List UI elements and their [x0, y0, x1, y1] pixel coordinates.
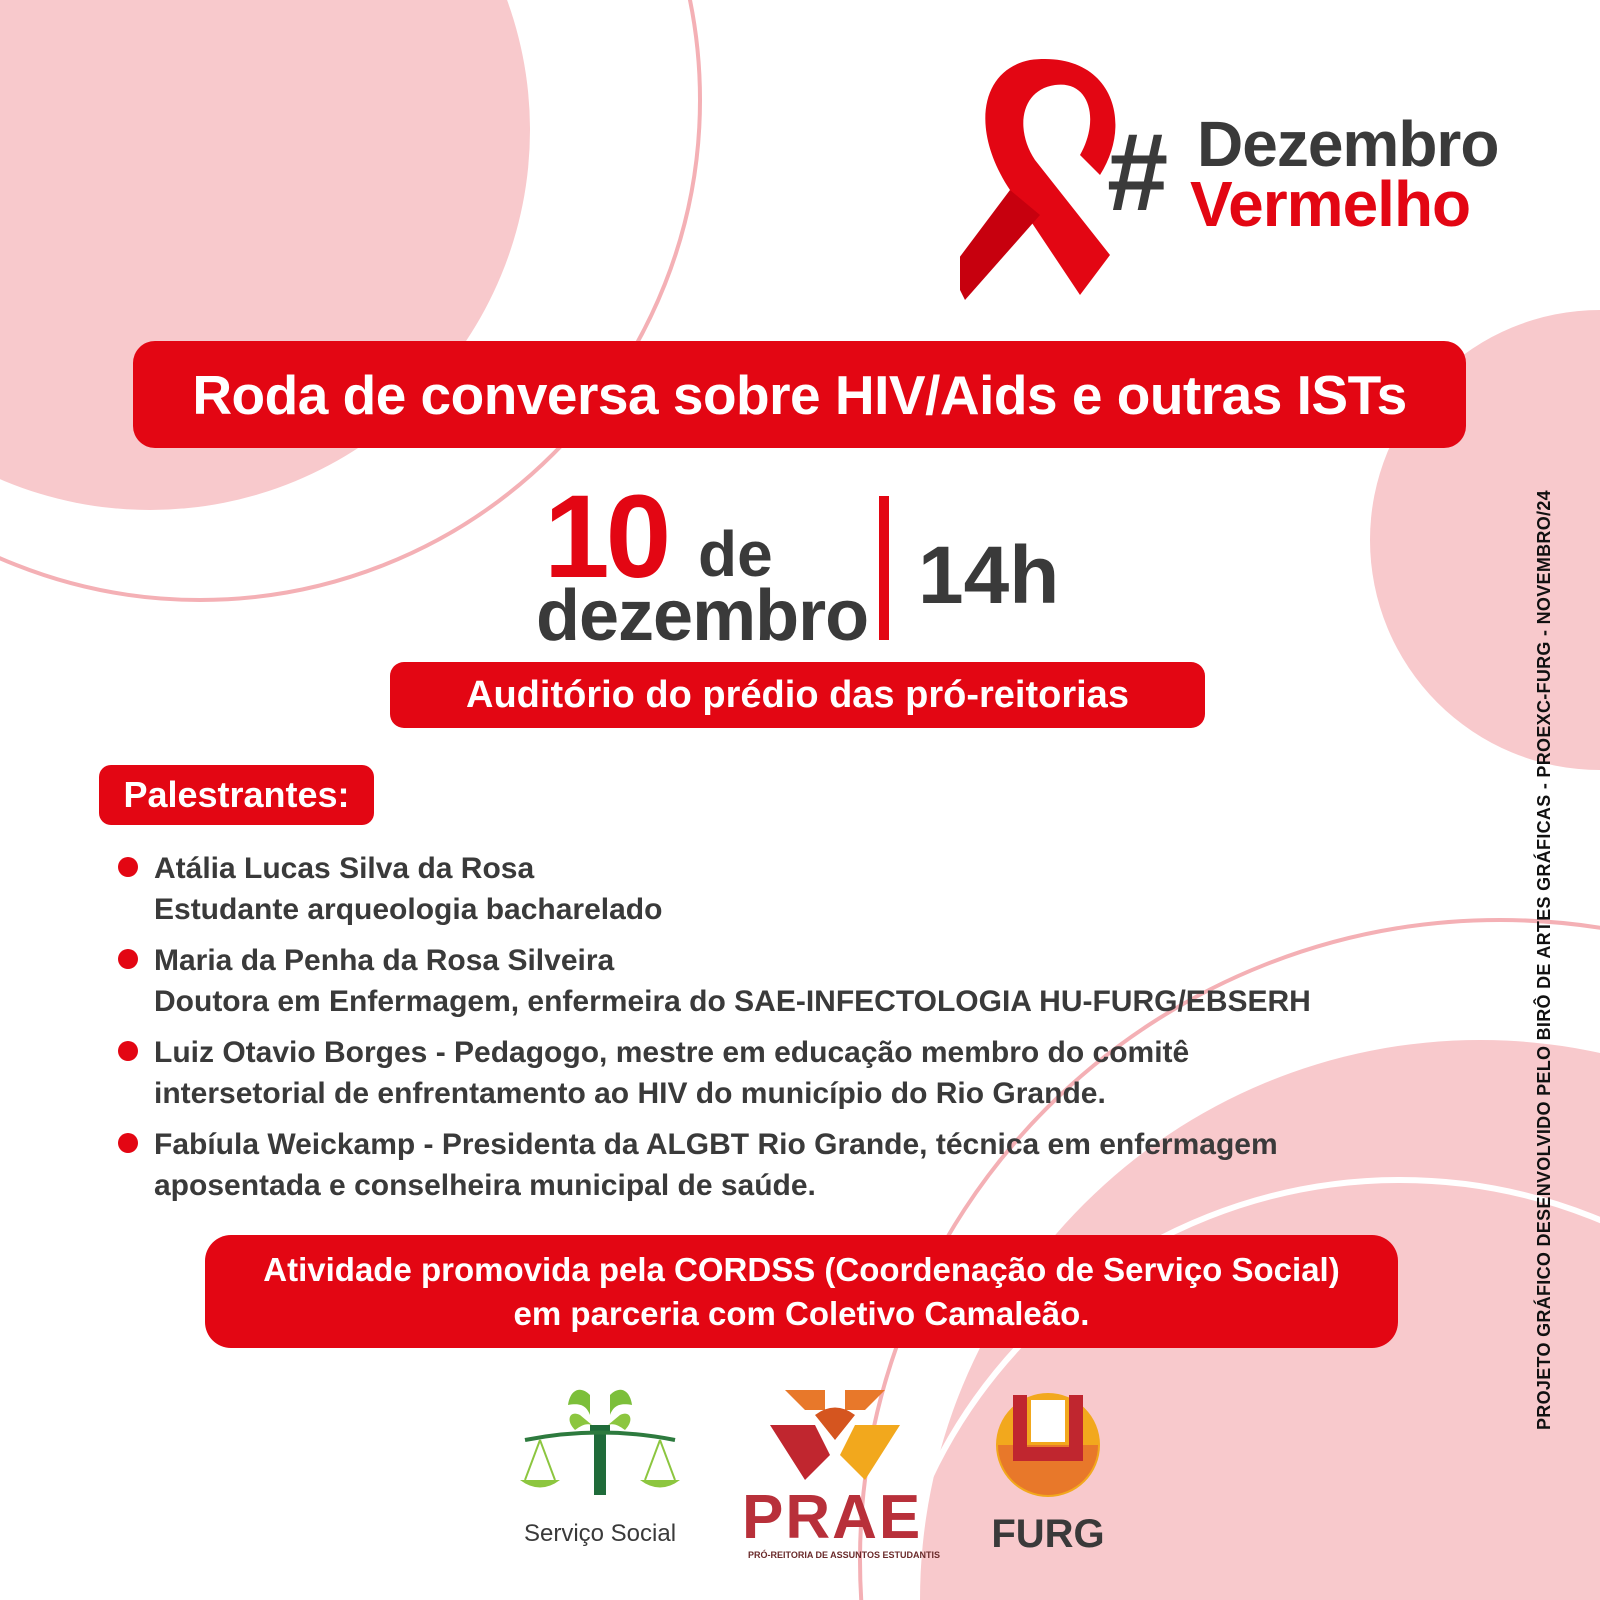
speaker-list — [118, 848, 1418, 1216]
bullet-icon — [118, 857, 138, 877]
speaker-description: aposentada e conselheira municipal de saúde. — [154, 1169, 816, 1202]
furg-logo-label: FURG — [991, 1512, 1105, 1556]
speaker-description: Estudante arqueologia bacharelado — [154, 893, 663, 926]
promotion-banner — [205, 1235, 1398, 1348]
speaker-name: Fabíula Weickamp - Presidenta da ALGBT Rio Grande, técnica em enfermagem — [154, 1128, 1278, 1161]
bullet-icon — [118, 1041, 138, 1061]
speaker-name: Luiz Otavio Borges - Pedagogo, mestre em educação membro do comitê — [154, 1036, 1190, 1069]
prae-logo-icon — [770, 1385, 900, 1485]
promotion-line1: Atividade promovida pela CORDSS (Coordenação de Serviço Social) — [263, 1250, 1340, 1288]
date-time-divider — [879, 496, 889, 640]
list-item — [118, 848, 1418, 930]
campaign-title-line1: Dezembro — [1197, 108, 1499, 180]
event-venue: Auditório do prédio das pró-reitorias — [390, 662, 1205, 728]
bullet-icon — [118, 1133, 138, 1153]
list-item — [118, 940, 1418, 1022]
event-month: dezembro — [536, 576, 869, 656]
event-title: Roda de conversa sobre HIV/Aids e outras ISTs — [133, 341, 1466, 448]
prae-logo-label: PRAE — [742, 1483, 923, 1552]
event-day-connector: de — [698, 518, 773, 590]
furg-logo-icon — [993, 1385, 1103, 1500]
hash-symbol: # — [1107, 111, 1169, 234]
bullet-icon — [118, 949, 138, 969]
list-item — [118, 1032, 1418, 1114]
servico-social-logo-icon — [520, 1385, 680, 1515]
speakers-heading: Palestrantes: — [99, 765, 374, 825]
promotion-line2: em parceria com Coletivo Camaleão. — [513, 1294, 1090, 1332]
design-credit: PROJETO GRÁFICO DESENVOLVIDO PELO BIRÔ DE ARTES GRÁFICAS - PROEXC-FURG - NOVEMBRO/24 — [1534, 490, 1554, 1430]
speaker-name: Maria da Penha da Rosa Silveira — [154, 944, 615, 977]
event-time: 14h — [918, 530, 1060, 621]
speaker-name: Atália Lucas Silva da Rosa — [154, 852, 535, 885]
list-item — [118, 1124, 1418, 1206]
campaign-title-line2: Vermelho — [1190, 168, 1471, 240]
servico-social-logo-label: Serviço Social — [523, 1520, 677, 1547]
speaker-description: intersetorial de enfrentamento ao HIV do município do Rio Grande. — [154, 1077, 1106, 1110]
event-day: 10 — [544, 471, 668, 603]
speaker-description: Doutora em Enfermagem, enfermeira do SAE-INFECTOLOGIA HU-FURG/EBSERH — [154, 985, 1311, 1018]
prae-logo-subtitle: PRÓ-REITORIA DE ASSUNTOS ESTUDANTIS — [748, 1550, 941, 1560]
